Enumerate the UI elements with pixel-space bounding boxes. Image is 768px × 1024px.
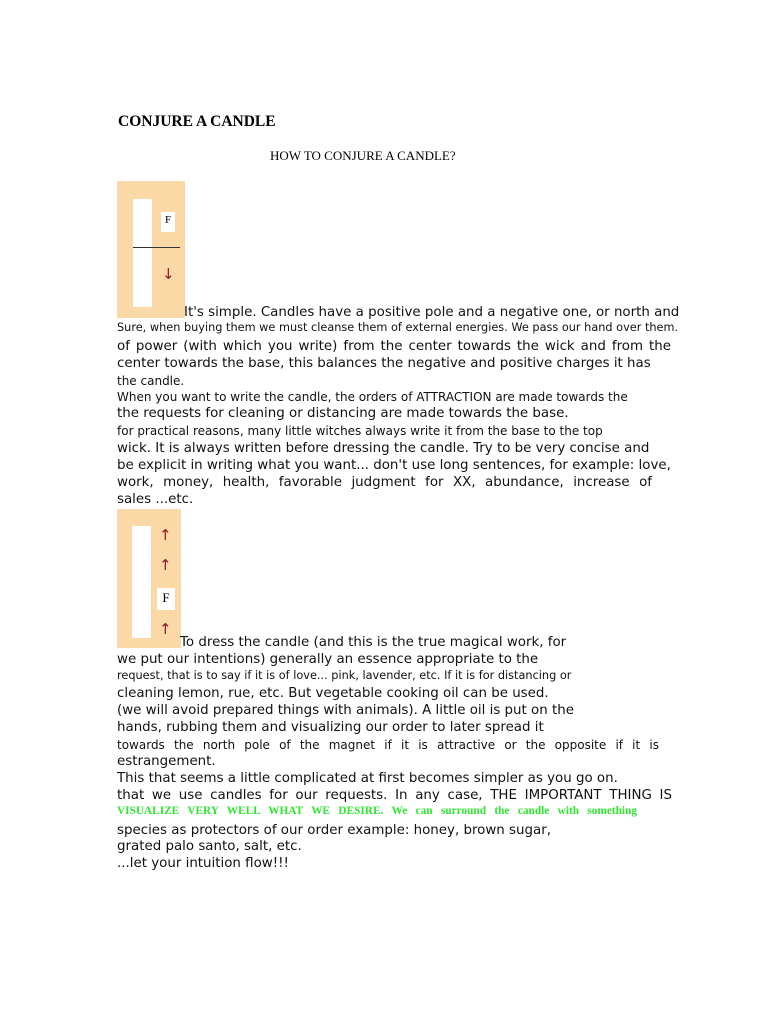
text-line: we put our intentions) generally an essence appropriate to the — [117, 652, 539, 667]
text-line: This that seems a little complicated at first becomes simpler as you go on. — [117, 771, 618, 786]
text-line: (we will avoid prepared things with animals). A little oil is put on the — [117, 703, 574, 718]
text-line: work, money, health, favorable judgment for XX, abundance, increase of — [117, 475, 652, 490]
text-line: sales ...etc. — [117, 492, 194, 507]
candle-body — [133, 199, 152, 307]
up-arrow-icon: ↑ — [159, 526, 172, 544]
candle-diagram-2 — [117, 509, 181, 648]
text-line: request, that is to say if it is of love... pink, lavender, etc. If it is for distancing or — [117, 669, 572, 682]
text-line: the candle. — [117, 374, 185, 388]
text-line: When you want to write the candle, the orders of ATTRACTION are made towards the — [117, 390, 628, 404]
down-arrow-icon: ↓ — [162, 265, 175, 283]
text-line: the requests for cleaning or distancing are made towards the base. — [117, 406, 569, 421]
text-line: cleaning lemon, rue, etc. But vegetable cooking oil can be used. — [117, 686, 549, 701]
candle-divider-line — [133, 247, 180, 248]
candle-label-f: F — [157, 588, 175, 610]
text-line: ...let your intuition flow!!! — [117, 856, 289, 871]
up-arrow-icon: ↑ — [159, 556, 172, 574]
text-line: It's simple. Candles have a positive pole and a negative one, or north and — [184, 305, 680, 320]
text-line: grated palo santo, salt, etc. — [117, 839, 302, 854]
up-arrow-icon: ↑ — [159, 620, 172, 638]
text-line: center towards the base, this balances the negative and positive charges it has — [117, 356, 651, 371]
text-line: estrangement. — [117, 754, 216, 769]
document-subtitle: HOW TO CONJURE A CANDLE? — [270, 148, 456, 163]
candle-label-f: F — [161, 212, 175, 232]
text-line: towards the north pole of the magnet if it is attractive or the opposite if it is — [117, 738, 659, 752]
text-line: be explicit in writing what you want... don't use long sentences, for example: love, — [117, 458, 671, 473]
text-line: To dress the candle (and this is the true magical work, for — [180, 635, 567, 650]
text-line: of power (with which you write) from the center towards the wick and from the — [117, 339, 671, 354]
text-line: for practical reasons, many little witches always write it from the base to the top — [117, 424, 603, 438]
candle-body — [132, 526, 151, 638]
text-line: species as protectors of our order example: honey, brown sugar, — [117, 823, 551, 838]
highlighted-text-line: VISUALIZE VERY WELL WHAT WE DESIRE. We can surround the candle with something — [117, 805, 637, 817]
text-line: hands, rubbing them and visualizing our order to later spread it — [117, 720, 544, 735]
text-line: wick. It is always written before dressing the candle. Try to be very concise and — [117, 441, 650, 456]
text-line: that we use candles for our requests. In any case, THE IMPORTANT THING IS — [117, 788, 672, 803]
document-title: CONJURE A CANDLE — [118, 113, 276, 130]
text-line: Sure, when buying them we must cleanse them of external energies. We pass our hand over them. — [117, 321, 679, 334]
candle-diagram-1 — [117, 181, 185, 318]
